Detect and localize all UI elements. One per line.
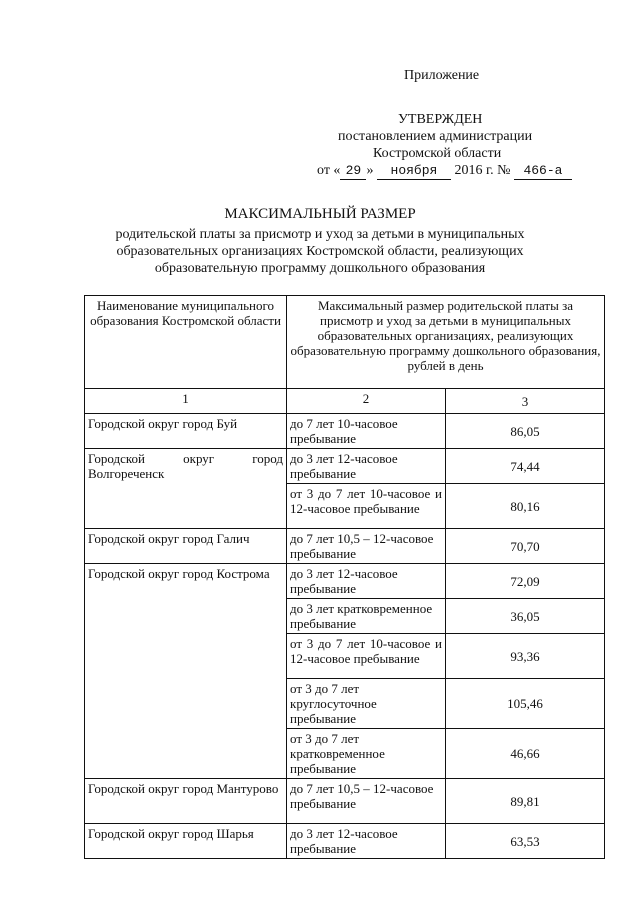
- stay-type-cell: до 7 лет 10,5 – 12-часовое пребывание: [287, 529, 446, 564]
- doc-subtitle-line2: образовательных организациях Костромской области, реализующих: [116, 244, 524, 259]
- column-number-row: [85, 389, 605, 414]
- date-prefix: от «: [317, 163, 341, 178]
- decree-label: постановлением администрации: [338, 129, 533, 144]
- doc-subtitle-line1: родительской платы за присмотр и уход за детьми в муниципальных: [115, 227, 525, 242]
- date-day: 29: [340, 162, 366, 180]
- municipality-name: Городской округ город Галич: [88, 531, 250, 546]
- stay-type-cell: до 3 лет кратковременное пребывание: [287, 599, 446, 634]
- municipality-cell: [85, 824, 287, 859]
- date-mid: »: [366, 163, 374, 178]
- date-year: 2016 г. №: [454, 163, 511, 178]
- municipality-name: Городской округ город Волгореченск: [88, 451, 283, 481]
- stay-type-cell: до 7 лет 10-часовое пребывание: [287, 414, 446, 449]
- col1-header: Наименование муниципального образования Костромской области: [85, 296, 287, 389]
- col-num-3: 3: [446, 389, 605, 414]
- table-row: [85, 824, 605, 859]
- table-row: [85, 779, 605, 824]
- municipality-name: Городской округ город Буй: [88, 416, 238, 431]
- table-row: [85, 529, 605, 564]
- table-row: [85, 414, 605, 449]
- fee-cell: 105,46: [446, 679, 605, 729]
- decree-number: 466-а: [514, 162, 572, 180]
- table-row: [85, 564, 605, 599]
- municipality-cell: [85, 779, 287, 824]
- stay-type-cell: от 3 до 7 лет 10-часовое и 12-часовое пребывание: [287, 484, 446, 529]
- municipality-cell: [85, 414, 287, 449]
- municipality-name: Городской округ город Кострома: [88, 566, 270, 581]
- fee-table: [84, 295, 605, 859]
- municipality-name: Городской округ город Шарья: [88, 826, 254, 841]
- municipality-cell: [85, 449, 287, 529]
- doc-title: МАКСИМАЛЬНЫЙ РАЗМЕР: [224, 206, 416, 222]
- stay-type-cell: от 3 до 7 лет круглосуточное пребывание: [287, 679, 446, 729]
- col-num-1: 1: [85, 389, 287, 414]
- stay-type-cell: до 3 лет 12-часовое пребывание: [287, 564, 446, 599]
- fee-cell: 86,05: [446, 414, 605, 449]
- region-label: Костромской области: [373, 146, 502, 161]
- fee-cell: 72,09: [446, 564, 605, 599]
- fee-cell: 46,66: [446, 729, 605, 779]
- col2-header: Максимальный размер родительской платы за присмотр и уход за детьми в муниципальных образовательных организациях, реализующих образовательную программу дошкольного образования, рублей в день: [287, 296, 605, 389]
- municipality-name: Городской округ город Мантурово: [88, 781, 279, 796]
- doc-subtitle-line3: образовательную программу дошкольного образования: [154, 261, 486, 276]
- fee-cell: 70,70: [446, 529, 605, 564]
- fee-cell: 63,53: [446, 824, 605, 859]
- stay-type-cell: до 3 лет 12-часовое пребывание: [287, 824, 446, 859]
- fee-cell: 80,16: [446, 484, 605, 529]
- date-month: ноября: [377, 162, 451, 180]
- decree-date: [317, 162, 572, 180]
- stay-type-cell: от 3 до 7 лет 10-часовое и 12-часовое пребывание: [287, 634, 446, 679]
- col-num-2: 2: [287, 389, 446, 414]
- fee-cell: 89,81: [446, 779, 605, 824]
- stay-type-cell: до 7 лет 10,5 – 12-часовое пребывание: [287, 779, 446, 824]
- municipality-cell: [85, 564, 287, 779]
- table-row: [85, 449, 605, 484]
- stay-type-cell: от 3 до 7 лет кратковременное пребывание: [287, 729, 446, 779]
- stay-type-cell: до 3 лет 12-часовое пребывание: [287, 449, 446, 484]
- table-header-row: [85, 296, 605, 389]
- fee-cell: 74,44: [446, 449, 605, 484]
- municipality-cell: [85, 529, 287, 564]
- fee-cell: 93,36: [446, 634, 605, 679]
- approved-label: УТВЕРЖДЕН: [398, 112, 483, 127]
- fee-cell: 36,05: [446, 599, 605, 634]
- appendix-label: Приложение: [404, 68, 480, 83]
